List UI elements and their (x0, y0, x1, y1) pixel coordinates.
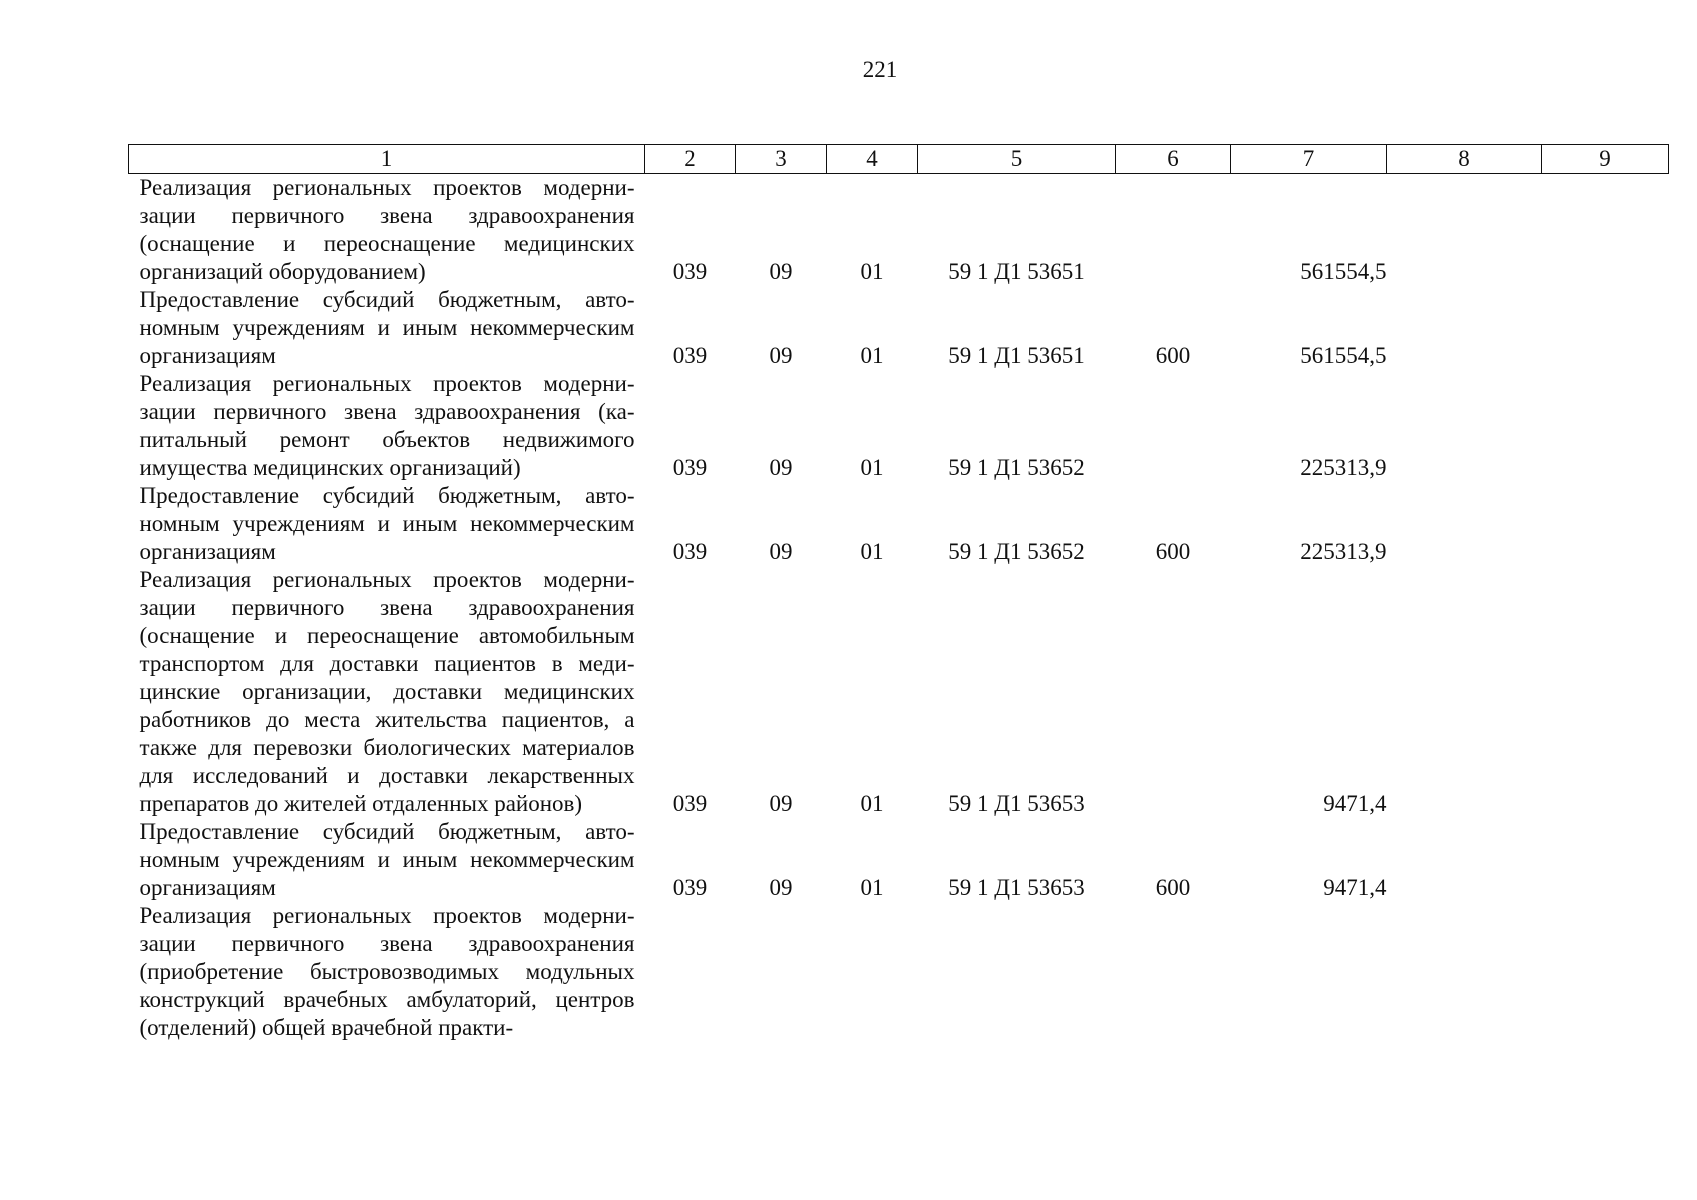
row-col9 (1542, 370, 1669, 482)
row-ministry-code: 039 (672, 539, 708, 564)
column-header-7: 7 (1231, 145, 1387, 174)
row-col8 (1387, 482, 1542, 566)
row-target-article (918, 902, 1116, 1042)
row-section-code: 09 (769, 455, 793, 480)
row-subsection-code: 01 (860, 259, 884, 284)
table-row (129, 482, 1669, 566)
row-amount: 225313,9 (1300, 539, 1387, 564)
table-row (129, 902, 1669, 1042)
row-subsection-code: 01 (860, 791, 884, 816)
row-target-article: 59 1 Д1 53651 (948, 259, 1085, 284)
row-col9 (1542, 482, 1669, 566)
row-expense-type (1116, 370, 1231, 482)
column-header-6: 6 (1116, 145, 1231, 174)
row-expense-type: 600 (1155, 875, 1191, 900)
row-col8 (1387, 286, 1542, 370)
row-col9 (1542, 818, 1669, 902)
row-target-article: 59 1 Д1 53652 (948, 455, 1085, 480)
row-subsection-code: 01 (860, 343, 884, 368)
row-col8 (1387, 370, 1542, 482)
row-target-article: 59 1 Д1 53653 (948, 875, 1085, 900)
row-col9 (1542, 174, 1669, 287)
row-name: Реализация региональных проектов модернизации первичного звена здравоохранения (капитальный ремонт объектов недвижимого имущества медицинских организаций) (139, 371, 635, 480)
row-section-code: 09 (769, 259, 793, 284)
column-header-9: 9 (1542, 145, 1669, 174)
row-section-code: 09 (769, 539, 793, 564)
row-amount (1231, 902, 1387, 1042)
row-subsection-code (827, 902, 918, 1042)
table-row (129, 370, 1669, 482)
row-name: Предоставление субсидий бюджетным, автономным учреждениям и иным некоммерческим организациям (139, 819, 635, 900)
row-col9 (1542, 902, 1669, 1042)
table-row (129, 286, 1669, 370)
column-header-2: 2 (645, 145, 736, 174)
table-row (129, 566, 1669, 818)
column-header-5: 5 (918, 145, 1116, 174)
row-col8 (1387, 902, 1542, 1042)
row-subsection-code: 01 (860, 875, 884, 900)
row-expense-type: 600 (1155, 343, 1191, 368)
row-ministry-code (645, 902, 736, 1042)
column-header-3: 3 (736, 145, 827, 174)
row-section-code (736, 902, 827, 1042)
row-amount: 561554,5 (1300, 259, 1387, 284)
row-expense-type (1116, 174, 1231, 287)
row-target-article: 59 1 Д1 53653 (948, 791, 1085, 816)
row-name: Предоставление субсидий бюджетным, автономным учреждениям и иным некоммерческим организациям (139, 483, 635, 564)
row-col8 (1387, 566, 1542, 818)
row-section-code: 09 (769, 875, 793, 900)
column-header-4: 4 (827, 145, 918, 174)
row-ministry-code: 039 (672, 259, 708, 284)
row-expense-type: 600 (1155, 539, 1191, 564)
row-ministry-code: 039 (672, 343, 708, 368)
row-amount: 9471,4 (1323, 791, 1387, 816)
row-expense-type (1116, 566, 1231, 818)
row-subsection-code: 01 (860, 539, 884, 564)
row-expense-type (1116, 902, 1231, 1042)
row-col8 (1387, 174, 1542, 287)
row-ministry-code: 039 (672, 791, 708, 816)
budget-table-container (128, 144, 1668, 1042)
column-header-8: 8 (1387, 145, 1542, 174)
table-row (129, 174, 1669, 287)
budget-table (128, 144, 1669, 1042)
row-ministry-code: 039 (672, 875, 708, 900)
column-header-1: 1 (129, 145, 645, 174)
row-target-article: 59 1 Д1 53652 (948, 539, 1085, 564)
row-name: Реализация региональных проектов модернизации первичного звена здравоохранения (оснащение и переоснащение автомобильным транспортом для доставки пациентов в медицинские организации, доставки медицинских работников до места жительства пациентов, а также для перевозки биологических материалов для исследований и доставки лекарственных препаратов до жителей отдаленных районов) (139, 567, 635, 816)
page-number: 221 (862, 57, 898, 82)
row-target-article: 59 1 Д1 53651 (948, 343, 1085, 368)
row-col9 (1542, 286, 1669, 370)
row-section-code: 09 (769, 791, 793, 816)
row-amount: 561554,5 (1300, 343, 1387, 368)
row-name: Предоставление субсидий бюджетным, автономным учреждениям и иным некоммерческим организациям (139, 287, 635, 368)
row-section-code: 09 (769, 343, 793, 368)
row-col9 (1542, 566, 1669, 818)
row-amount: 225313,9 (1300, 455, 1387, 480)
table-row (129, 818, 1669, 902)
row-col8 (1387, 818, 1542, 902)
row-amount: 9471,4 (1323, 875, 1387, 900)
row-subsection-code: 01 (860, 455, 884, 480)
row-name: Реализация региональных проектов модернизации первичного звена здравоохранения (приобретение быстровозводимых модульных конструкций врачебных амбулаторий, центров (отделений) общей врачебной практи- (139, 903, 635, 1040)
row-ministry-code: 039 (672, 455, 708, 480)
row-name: Реализация региональных проектов модернизации первичного звена здравоохранения (оснащение и переоснащение медицинских организаций оборудованием) (139, 175, 635, 284)
table-header-row (129, 145, 1669, 174)
